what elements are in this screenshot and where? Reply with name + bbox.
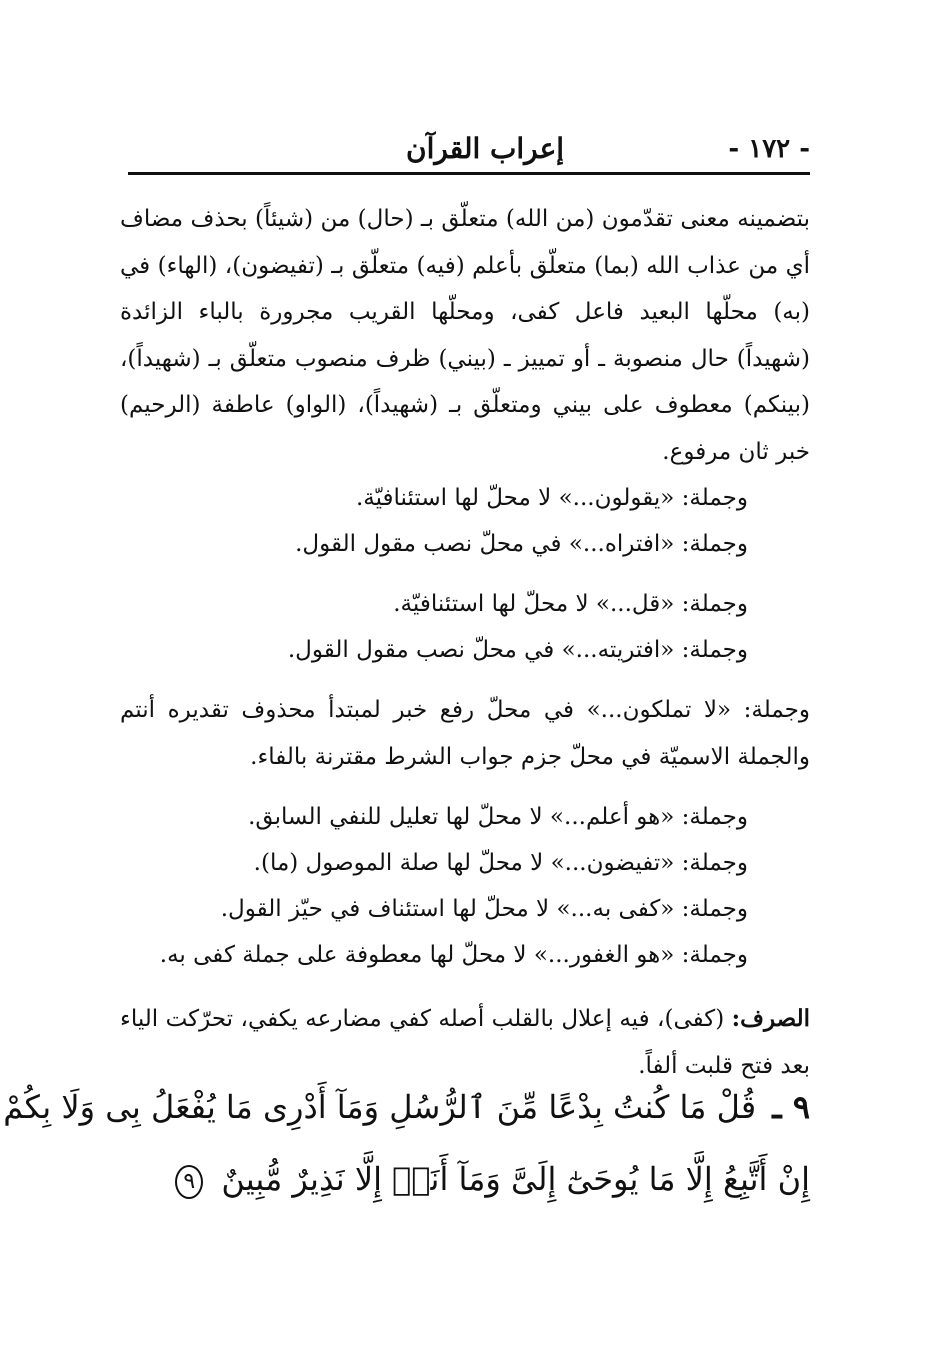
running-title: إعراب القرآن: [406, 132, 565, 165]
ayah-line-2: [150, 1160, 810, 1199]
ayah-line-1: [3, 1088, 810, 1126]
jumla-line: وجملة: «يقولون...» لا محلّ لها استئنافيّة.: [355, 485, 748, 511]
sarf-paragraph: [120, 996, 810, 1089]
jumla-line: وجملة: «افتراه...» في محلّ نصب مقول القول.: [295, 531, 748, 557]
page-header: [128, 128, 810, 168]
ayah-text-2: إِنْ أَتَّبِعُ إِلَّا مَا يُوحَىٰٓ إِلَىَّ وَمَآ أَنَا۠ إِلَّا نَذِيرٌ مُّبِينٌ: [221, 1160, 810, 1198]
jumla-line: وجملة: «كفى به...» لا محلّ لها استئناف في حيّز القول.: [220, 896, 748, 922]
jumla-line: وجملة: «تفيضون...» لا محلّ لها صلة الموصول (ما).: [253, 850, 748, 876]
ayah-text-1: قُلْ مَا كُنتُ بِدْعًا مِّنَ ٱلرُّسُلِ وَمَآ أَدْرِى مَا يُفْعَلُ بِى وَلَا بِكُمْ: [3, 1088, 757, 1126]
jumla-line: وجملة: «هو الغفور...» لا محلّ لها معطوفة على جملة كفى به.: [159, 942, 748, 968]
header-rule: [128, 172, 810, 175]
sarf-label: الصرف:: [731, 1005, 810, 1032]
ayah-number: ٩ ـ: [772, 1088, 810, 1126]
main-content: [120, 196, 810, 1089]
page-number: - ١٧٢ -: [728, 134, 810, 164]
sarf-text: (كفى)، فيه إعلال بالقلب أصله كفي مضارعه يكفي، تحرّكت الياء بعد فتح قلبت ألفاً.: [120, 1006, 810, 1079]
jumla-line: وجملة: «قل...» لا محلّ لها استئنافيّة.: [393, 591, 748, 617]
jumla-line: وجملة: «افتريته...» في محلّ نصب مقول القول.: [287, 637, 748, 663]
jumla-line: وجملة: «هو أعلم...» لا محلّ لها تعليل للنفي السابق.: [248, 804, 748, 830]
ayah-end-marker: ٩: [175, 1165, 203, 1199]
irab-paragraph: بتضمينه معنى تقدّمون (من الله) متعلّق بـ (حال) من (شيئاً) بحذف مضاف أي من عذاب الله (بما) متعلّق بأعلم (فيه) متعلّق بـ (تفيضون)، (الهاء) في (به) محلّها البعيد فاعل كفى، ومحلّها القريب مجرورة بالباء الزائدة (شهيداً) حال منصوبة ـ أو تمييز ـ (بيني) ظرف منصوب متعلّق بـ (شهيداً)، (بينكم) معطوف على بيني ومتعلّق بـ (شهيداً)، (الواو) عاطفة (الرحيم) خبر ثان مرفوع.: [120, 206, 810, 465]
jumla-long-paragraph: وجملة: «لا تملكون...» في محلّ رفع خبر لمبتدأ محذوف تقديره أنتم والجملة الاسميّة في محلّ جزم جواب الشرط مقترنة بالفاء.: [120, 697, 810, 770]
